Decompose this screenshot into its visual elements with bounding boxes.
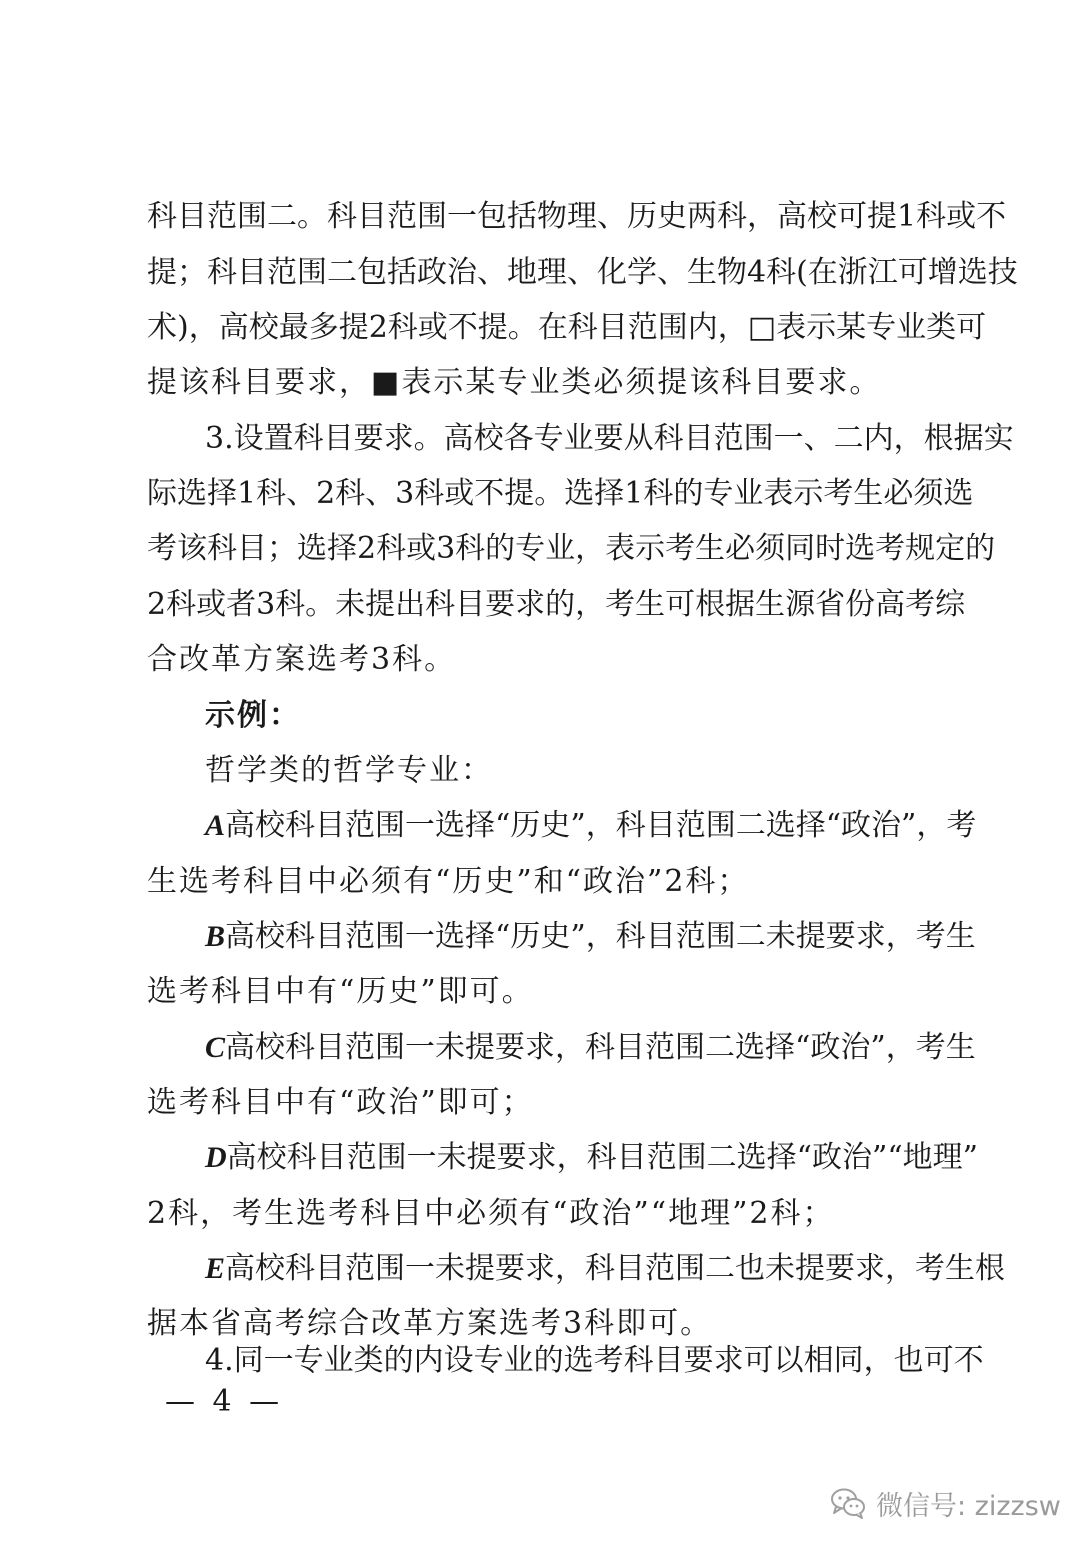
page-number: — 4 — (165, 1384, 284, 1419)
example-lead-d: D (205, 1141, 227, 1174)
watermark-text: 微信号: zizzsw (876, 1490, 1061, 1522)
paragraph-line: 2科，考生选考科目中必须有“政治”“地理”2科； (147, 1196, 835, 1231)
paragraph-line: 考该科目；选择2科或3科的专业，表示考生必须同时选考规定的 (147, 531, 996, 566)
example-e-line: E高校科目范围一未提要求，科目范围二也未提要求，考生根 (205, 1251, 1006, 1286)
paragraph-line: 际选择1科、2科、3科或不提。选择1科的专业表示考生必须选 (147, 476, 974, 511)
paragraph-line: 合改革方案选考3科。 (147, 642, 457, 677)
example-lead-e: E (205, 1252, 226, 1285)
example-lead-a: A (205, 809, 226, 842)
example-a-line: A高校科目范围一选择“历史”，科目范围二选择“政治”，考 (205, 808, 977, 843)
paragraph-line: 提；科目范围二包括政治、地理、化学、生物4科(在浙江可增选技 (147, 255, 1018, 290)
paragraph-line: 选考科目中有“历史”即可。 (147, 974, 534, 1009)
example-c-line: C高校科目范围一未提要求，科目范围二选择“政治”，考生 (205, 1030, 976, 1065)
paragraph-line: 2科或者3科。未提出科目要求的，考生可根据生源省份高考综 (147, 587, 966, 622)
paragraph-line: 4.同一专业类的内设专业的选考科目要求可以相同，也可不 (205, 1343, 984, 1378)
example-subject-line: 哲学类的哲学专业： (205, 753, 493, 788)
paragraph-line: 3.设置科目要求。高校各专业要从科目范围一、二内，根据实 (205, 421, 1014, 456)
example-heading: 示例： (205, 698, 301, 733)
paragraph-line: 科目范围二。科目范围一包括物理、历史两科，高校可提1科或不 (147, 199, 1007, 234)
wechat-icon (830, 1487, 866, 1519)
paragraph-line: 术)，高校最多提2科或不提。在科目范围内，□表示某专业类可 (147, 310, 987, 345)
watermark (830, 1483, 1061, 1523)
example-b-line: B高校科目范围一选择“历史”，科目范围二未提要求，考生 (205, 919, 976, 954)
paragraph-line: 提该科目要求，■表示某专业类必须提该科目要求。 (147, 365, 882, 400)
example-lead-b: B (205, 920, 226, 953)
example-lead-c: C (205, 1031, 226, 1064)
paragraph-line: 生选考科目中必须有“历史”和“政治”2科； (147, 864, 750, 899)
example-d-line: D高校科目范围一未提要求，科目范围二选择“政治”“地理” (205, 1140, 979, 1175)
paragraph-line: 据本省高考综合改革方案选考3科即可。 (147, 1306, 713, 1341)
paragraph-line: 选考科目中有“政治”即可； (147, 1085, 534, 1120)
